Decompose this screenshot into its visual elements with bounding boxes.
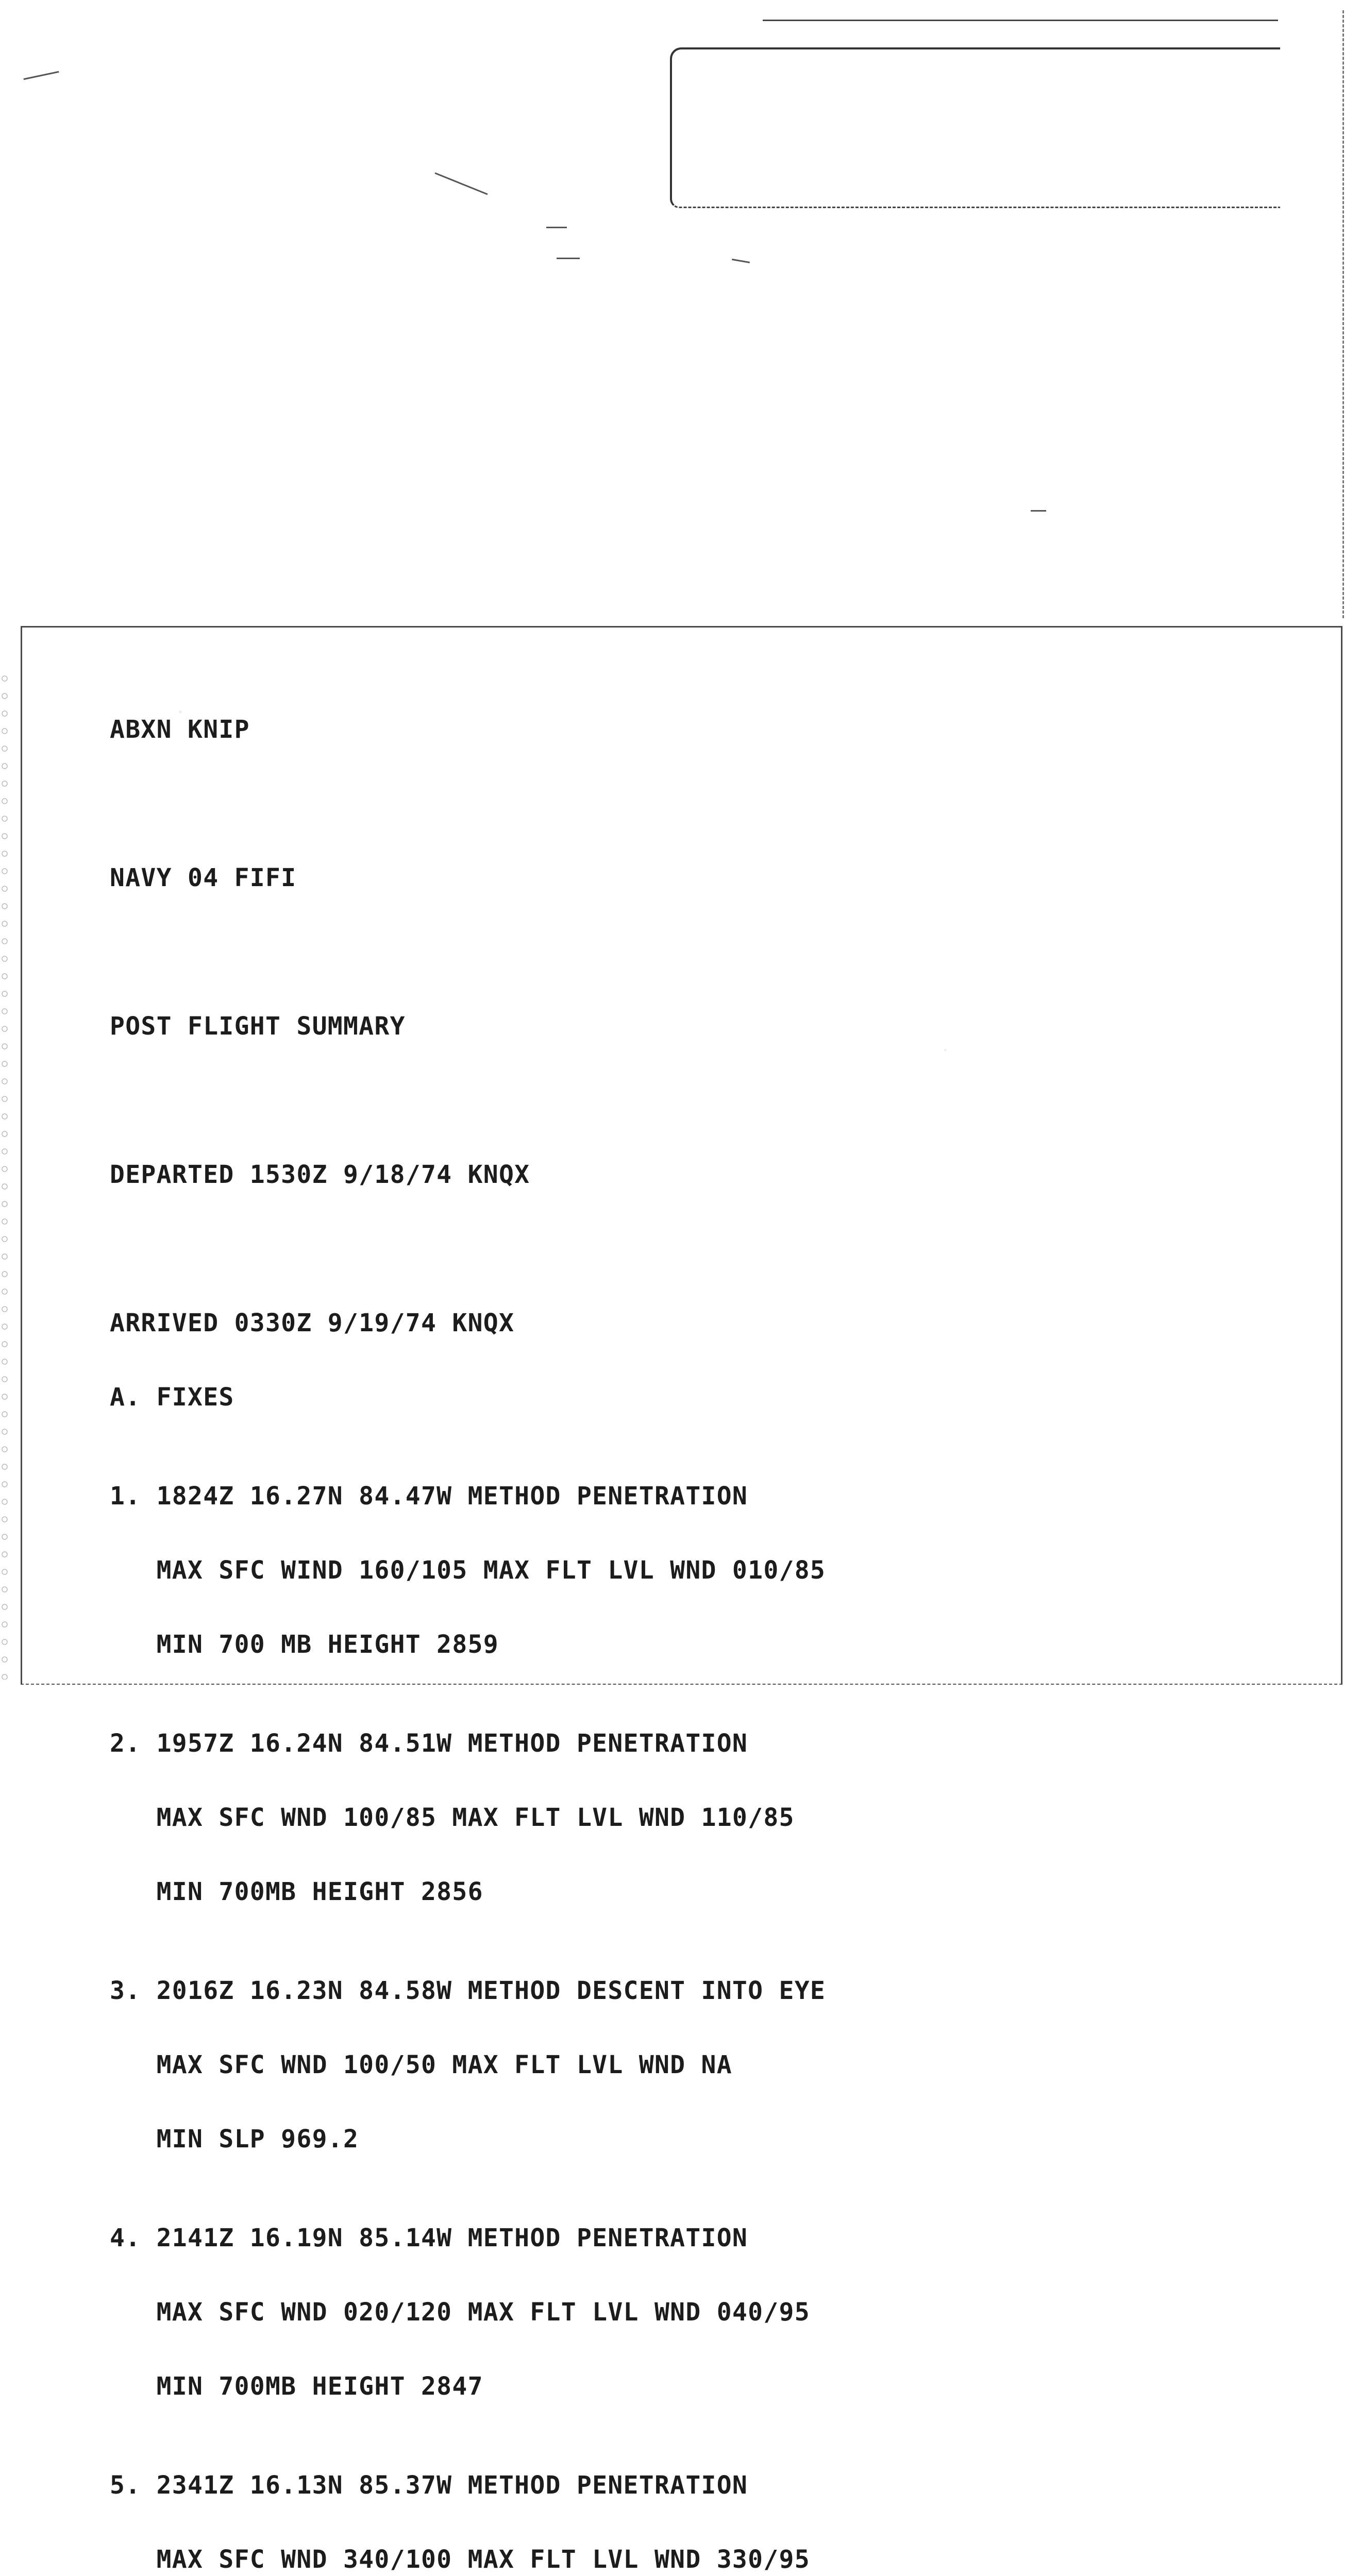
departed-line: DEPARTED 1530Z 9/18/74 KNQX	[110, 1160, 530, 1189]
stray-mark	[434, 173, 488, 195]
fix-line: MAX SFC WIND 160/105 MAX FLT LVL WND 010/85	[110, 1556, 826, 1585]
fix-line: 3. 2016Z 16.23N 84.58W METHOD DESCENT INTO EYE	[110, 1976, 826, 2005]
stamp-box	[670, 47, 1280, 208]
fix-line: MIN 700 MB HEIGHT 2859	[110, 1630, 499, 1659]
stray-mark	[732, 259, 750, 263]
arrived-line: ARRIVED 0330Z 9/19/74 KNQX	[110, 1309, 515, 1337]
fix-line: MAX SFC WND 100/85 MAX FLT LVL WND 110/85	[110, 1803, 795, 1832]
fix-line: MIN 700MB HEIGHT 2856	[110, 1877, 483, 1906]
fix-line: 1. 1824Z 16.27N 84.47W METHOD PENETRATION	[110, 1482, 748, 1511]
fold-line	[1342, 10, 1344, 618]
fix-line: MAX SFC WND 020/120 MAX FLT LVL WND 040/95	[110, 2298, 810, 2327]
stray-mark	[557, 258, 580, 259]
stray-mark	[546, 227, 567, 228]
fix-line: 4. 2141Z 16.19N 85.14W METHOD PENETRATION	[110, 2224, 748, 2252]
aircraft-storm-line: NAVY 04 FIFI	[110, 863, 297, 892]
title-line: POST FLIGHT SUMMARY	[110, 1012, 406, 1041]
tractor-feed-holes	[1, 670, 8, 1680]
fix-line: 5. 2341Z 16.13N 85.37W METHOD PENETRATION	[110, 2471, 748, 2500]
fixes-heading: A. FIXES	[110, 1383, 234, 1412]
message-body	[110, 668, 1152, 2576]
blank-line	[110, 791, 1152, 816]
fix-line: 2. 1957Z 16.24N 84.51W METHOD PENETRATION	[110, 1729, 748, 1758]
fix-line: MAX SFC WND 100/50 MAX FLT LVL WND NA	[110, 2050, 732, 2079]
teletype-message	[21, 626, 1342, 2574]
stray-mark	[1031, 510, 1046, 512]
blank-line	[110, 1236, 1152, 1261]
top-rule	[763, 20, 1278, 21]
stray-mark	[23, 71, 59, 80]
routing-line: ABXN KNIP	[110, 715, 250, 744]
fix-line: MIN 700MB HEIGHT 2847	[110, 2372, 483, 2401]
blank-line	[110, 940, 1152, 964]
fix-line: MAX SFC WND 340/100 MAX FLT LVL WND 330/95	[110, 2545, 810, 2574]
fix-line: MIN SLP 969.2	[110, 2125, 359, 2154]
blank-line	[110, 1088, 1152, 1113]
